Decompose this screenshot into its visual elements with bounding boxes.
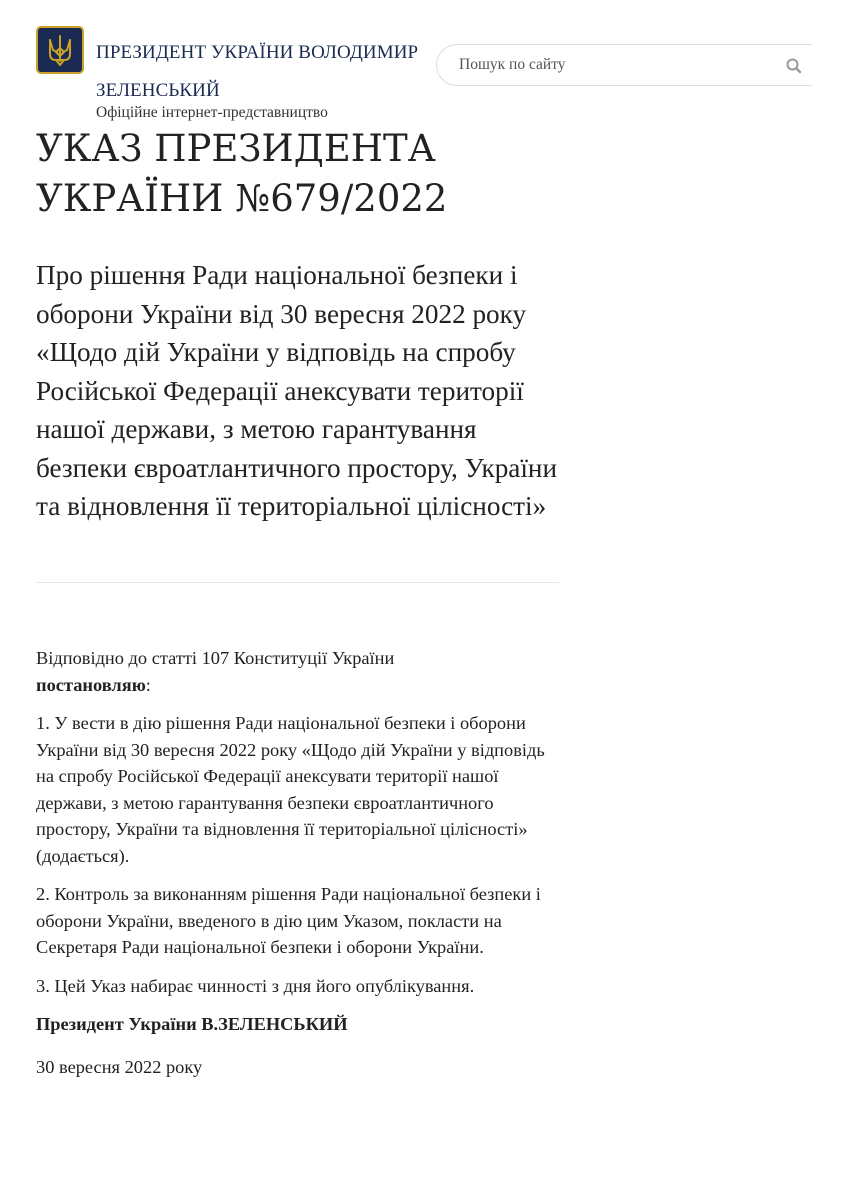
- search-input[interactable]: [459, 45, 759, 85]
- intro-text: Відповідно до статті 107 Конституції України: [36, 648, 395, 668]
- decree-date: 30 вересня 2022 року: [36, 1056, 203, 1077]
- signature-text: Президент України В.ЗЕЛЕНСЬКИЙ: [36, 1014, 348, 1034]
- decree-item-3: 3. Цей Указ набирає чинності з дня його опублікування.: [36, 975, 475, 996]
- search-box: [436, 44, 812, 86]
- search-button[interactable]: [784, 56, 804, 76]
- decree-body: [36, 645, 566, 1092]
- intro-end: :: [145, 674, 151, 695]
- intro-bold: постановляю: [36, 674, 146, 695]
- trident-icon: [38, 28, 82, 72]
- divider: [36, 582, 559, 583]
- site-title-link[interactable]: ПРЕЗИДЕНТ УКРАЇНИ ВОЛОДИМИР ЗЕЛЕНСЬКИЙ: [96, 42, 419, 101]
- site-title: [96, 34, 446, 110]
- page-title: УКАЗ ПРЕЗИДЕНТА УКРАЇНИ №679/2022: [36, 127, 448, 220]
- decree-item-1: 1. У вести в дію рішення Ради національної безпеки і оборони України від 30 вересня 2022 року «Щодо дій України у відповідь на спробу Російської Федерації анексувати території нашої держави, з метою гарантування безпеки євроатлантичного простору, України та відновлення її територіальної цілісності» (додається).: [36, 713, 545, 866]
- decree-subject: Про рішення Ради національної безпеки і оборони України від 30 вересня 2022 року «Щодо дій України у відповідь на спробу Російської Федерації анексувати території нашої держави, з метою гарантування безпеки євроатлантичного простору, України та відновлення її територіальної цілісності»: [36, 260, 558, 521]
- decree-item-2: 2. Контроль за виконанням рішення Ради національної безпеки і оборони України, введеного в дію цим Указом, покласти на Секретаря Ради національної безпеки і оборони України.: [36, 884, 541, 957]
- decree-intro: [36, 645, 566, 698]
- search-icon: [784, 56, 804, 76]
- site-subtitle: Офіційне інтернет-представництво: [96, 104, 328, 121]
- signature: [36, 1011, 566, 1038]
- site-logo[interactable]: [36, 26, 84, 74]
